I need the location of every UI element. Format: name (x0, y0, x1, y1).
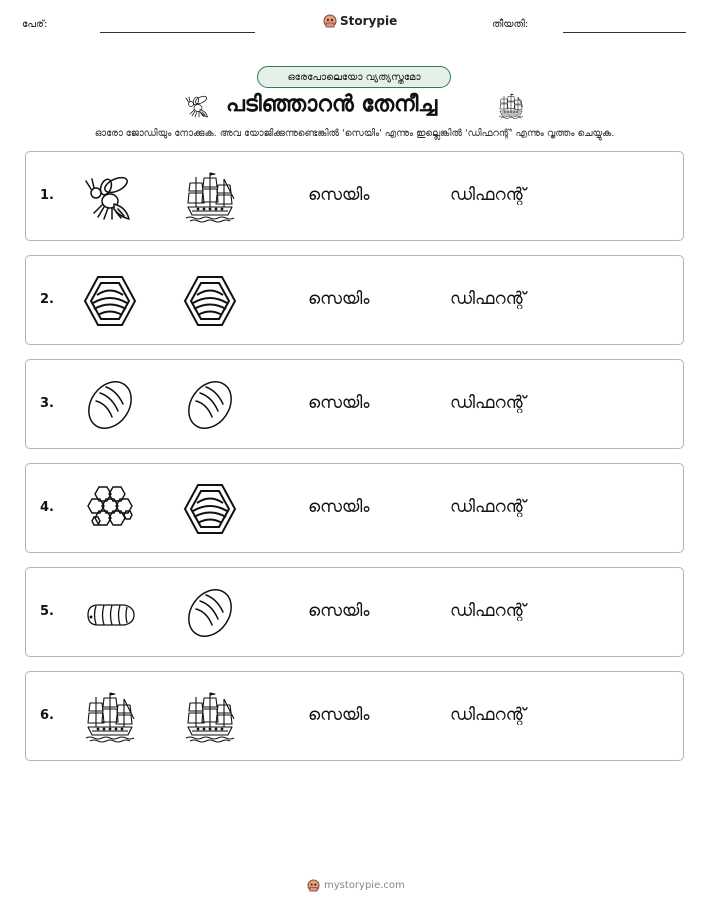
storypie-logo-icon (323, 14, 337, 28)
bread-icon (182, 585, 238, 641)
question-number: 2. (40, 292, 54, 307)
question-number: 4. (40, 500, 54, 515)
question-number: 3. (40, 396, 54, 411)
instructions: ഓരോ ജോഡിയും നോക്കുക. അവ യോജിക്കുന്നുണ്ടെങ്കിൽ 'സെയിം' എന്നും ഇല്ലെങ്കിൽ 'ഡിഫറന്റ്' എന്നും വൃത്തം ചെയ്യുക. (94, 128, 615, 139)
brand (323, 14, 397, 28)
question-row (25, 463, 684, 553)
option-different[interactable]: ഡിഫറന്റ് (450, 393, 526, 413)
title-row (0, 90, 709, 122)
bread-icon (82, 377, 138, 433)
question-row (25, 151, 684, 241)
question-number: 5. (40, 604, 54, 619)
question-number: 6. (40, 708, 54, 723)
option-same[interactable]: സെയിം (308, 185, 370, 205)
ship-icon (182, 689, 238, 745)
option-different[interactable]: ഡിഫറന്റ് (450, 289, 526, 309)
larva-icon (82, 585, 138, 641)
question-row (25, 359, 684, 449)
name-field[interactable] (100, 32, 255, 33)
date-field[interactable] (563, 32, 686, 33)
page-title: പടിഞ്ഞാറൻ തേനീച്ച (226, 92, 438, 117)
option-same[interactable]: സെയിം (308, 705, 370, 725)
footer (307, 879, 405, 892)
hexagon-hive-icon (182, 481, 238, 537)
question-row (25, 255, 684, 345)
hexagon-hive-icon (82, 273, 138, 329)
footer-url: mystorypie.com (324, 880, 405, 891)
brand-name: Storypie (340, 14, 398, 28)
question-row (25, 671, 684, 761)
option-same[interactable]: സെയിം (308, 497, 370, 517)
option-different[interactable]: ഡിഫറന്റ് (450, 705, 526, 725)
question-row (25, 567, 684, 657)
option-same[interactable]: സെയിം (308, 601, 370, 621)
option-same[interactable]: സെയിം (308, 393, 370, 413)
option-same[interactable]: സെയിം (308, 289, 370, 309)
question-number: 1. (40, 188, 54, 203)
ship-icon (497, 92, 525, 120)
bread-icon (182, 377, 238, 433)
storypie-logo-icon (307, 879, 320, 892)
option-different[interactable]: ഡിഫറന്റ് (450, 497, 526, 517)
ship-icon (82, 689, 138, 745)
name-label: പേര്: (22, 19, 48, 30)
bee-icon (184, 92, 212, 120)
option-different[interactable]: ഡിഫറന്റ് (450, 601, 526, 621)
bee-icon (82, 169, 138, 225)
option-different[interactable]: ഡിഫറന്റ് (450, 185, 526, 205)
honeycomb-icon (82, 481, 138, 537)
category-badge: ഒരേപോലെയോ വ്യത്യസ്തമോ (257, 66, 451, 88)
hexagon-hive-icon (182, 273, 238, 329)
ship-icon (182, 169, 238, 225)
date-label: തീയതി: (492, 19, 529, 30)
